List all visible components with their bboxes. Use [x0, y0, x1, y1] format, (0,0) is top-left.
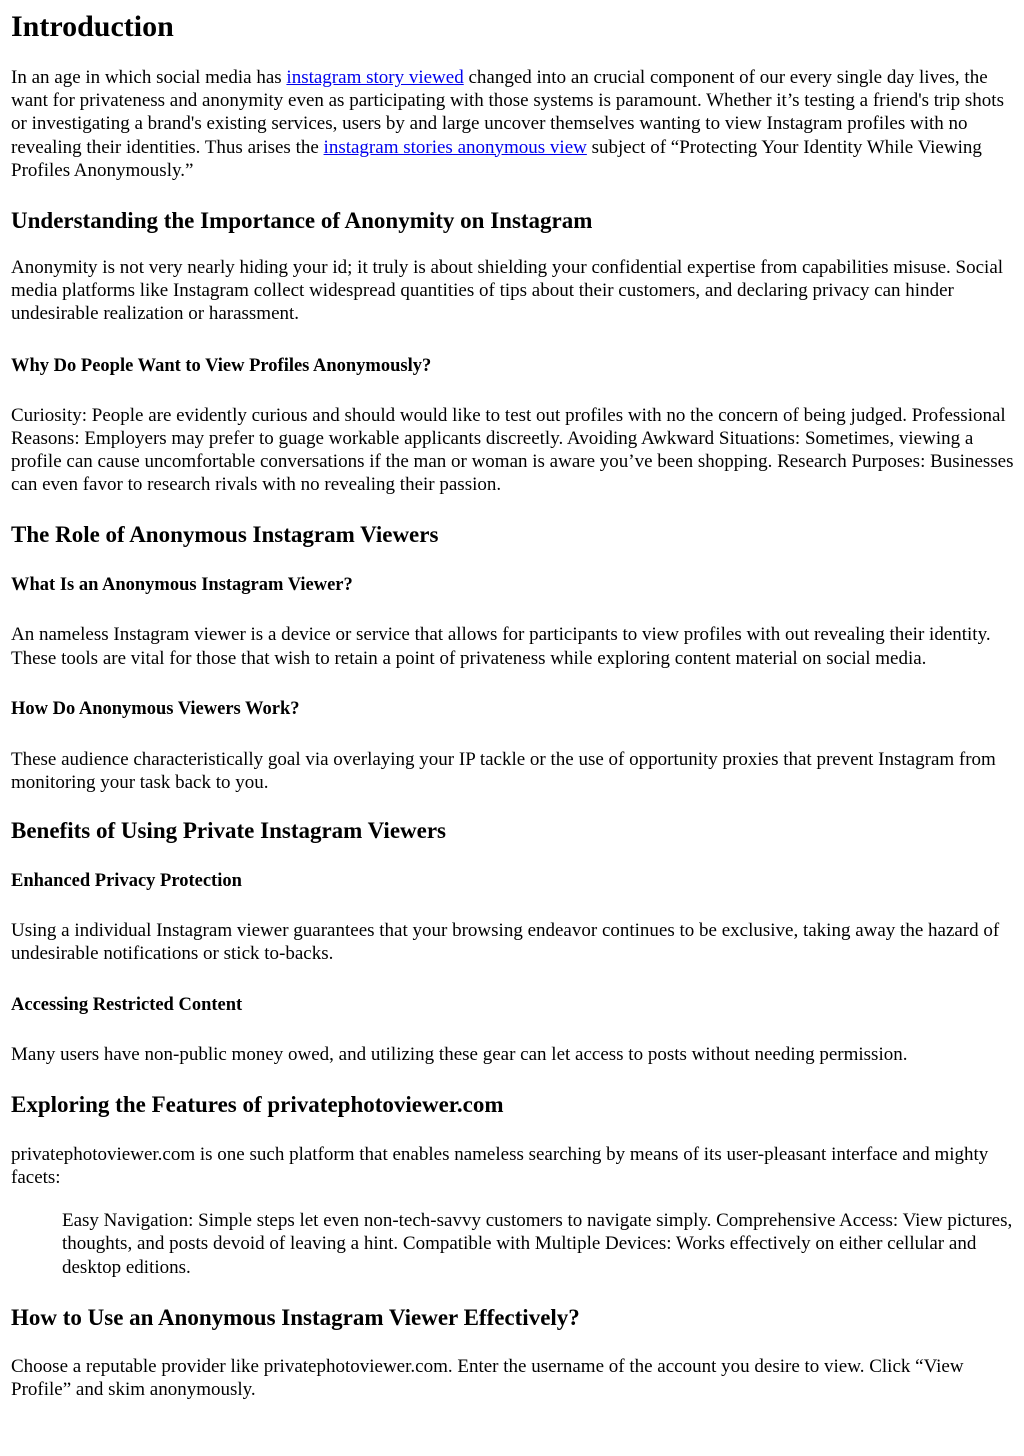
section-heading-role: The Role of Anonymous Instagram Viewers — [11, 522, 439, 548]
why-anonymous-paragraph: Curiosity: People are evidently curious and should would like to test out profiles with no the concern of being judged. Professional Reasons: Employers may prefer to guage workable applicants discreetly. Avoiding Awkward Situations: Sometimes, viewing a profile can cause uncomfortable conversations if the man or woman is aware you’ve been shopping. Research Purposes: Businesses can even favor to research rivals with no revealing their passion. — [11, 404, 1014, 496]
subheading-how-viewers-work: How Do Anonymous Viewers Work? — [11, 698, 300, 719]
intro-text-1: In an age in which social media has — [11, 67, 287, 88]
document — [0, 10, 1024, 1401]
intro-text-2: changed into an crucial component of our every single day lives, the want for privateness and anonymity even as participating with those systems is paramount. Whether it’s testing a friend's trip shots or investigating a brand's existing services, users by and large uncover themselves wanting to view Instagram profiles with no revealing their identities. Thus arises the — [11, 67, 1004, 158]
how-viewers-work-paragraph: These audience characteristically goal via overlaying your IP tackle or the use of opportunity proxies that prevent Instagram from monitoring your task back to you. — [11, 748, 996, 794]
page-title: Introduction — [11, 10, 174, 43]
section-heading-how-to-use: How to Use an Anonymous Instagram Viewer Effectively? — [11, 1304, 580, 1330]
importance-paragraph: Anonymity is not very nearly hiding your id; it truly is about shielding your confidential expertise from capabilities misuse. Social media platforms like Instagram collect widespread quantities of tips about their customers, and declaring privacy can hinder undesirable realization or harassment. — [11, 257, 1004, 325]
features-blockquote: Easy Navigation: Simple steps let even non-tech-savvy customers to navigate simply. Comprehensive Access: View pictures, thoughts, and posts devoid of leaving a hint. Compatible with Multiple Devices: Works effectively on either cellular and desktop editions. — [62, 1210, 1013, 1278]
instagram-story-viewed-link[interactable]: instagram story viewed — [286, 67, 464, 88]
subheading-restricted-content: Accessing Restricted Content — [11, 994, 243, 1015]
privacy-protection-paragraph: Using a individual Instagram viewer guarantees that your browsing endeavor continues to be exclusive, taking away the hazard of undesirable notifications or stick to-backs. — [11, 920, 1000, 965]
intro-text-3: subject of “Protecting Your Identity While Viewing Profiles Anonymously.” — [11, 136, 982, 181]
what-is-viewer-paragraph: An nameless Instagram viewer is a device or service that allows for participants to view profiles with out revealing their identity. These tools are vital for those that wish to retain a point of privateness while exploring content material on social media. — [11, 624, 991, 669]
section-heading-features: Exploring the Features of privatephotoviewer.com — [11, 1091, 504, 1117]
subheading-why-anonymous: Why Do People Want to View Profiles Anonymously? — [11, 355, 432, 376]
features-paragraph: privatephotoviewer.com is one such platform that enables nameless searching by means of its user-pleasant interface and mighty facets: — [11, 1143, 989, 1189]
how-to-use-paragraph: Choose a reputable provider like privatephotoviewer.com. Enter the username of the account you desire to view. Click “View Profile” and skim anonymously. — [11, 1355, 964, 1401]
restricted-content-paragraph: Many users have non-public money owed, and utilizing these gear can let access to posts without needing permission. — [11, 1043, 908, 1065]
intro-paragraph — [11, 66, 1014, 182]
subheading-privacy-protection: Enhanced Privacy Protection — [11, 871, 242, 892]
instagram-stories-anonymous-view-link[interactable]: instagram stories anonymous view — [323, 136, 587, 158]
section-heading-importance: Understanding the Importance of Anonymity on Instagram — [11, 208, 593, 234]
section-heading-benefits: Benefits of Using Private Instagram Viewers — [11, 818, 447, 844]
subheading-what-is-viewer: What Is an Anonymous Instagram Viewer? — [11, 575, 353, 596]
